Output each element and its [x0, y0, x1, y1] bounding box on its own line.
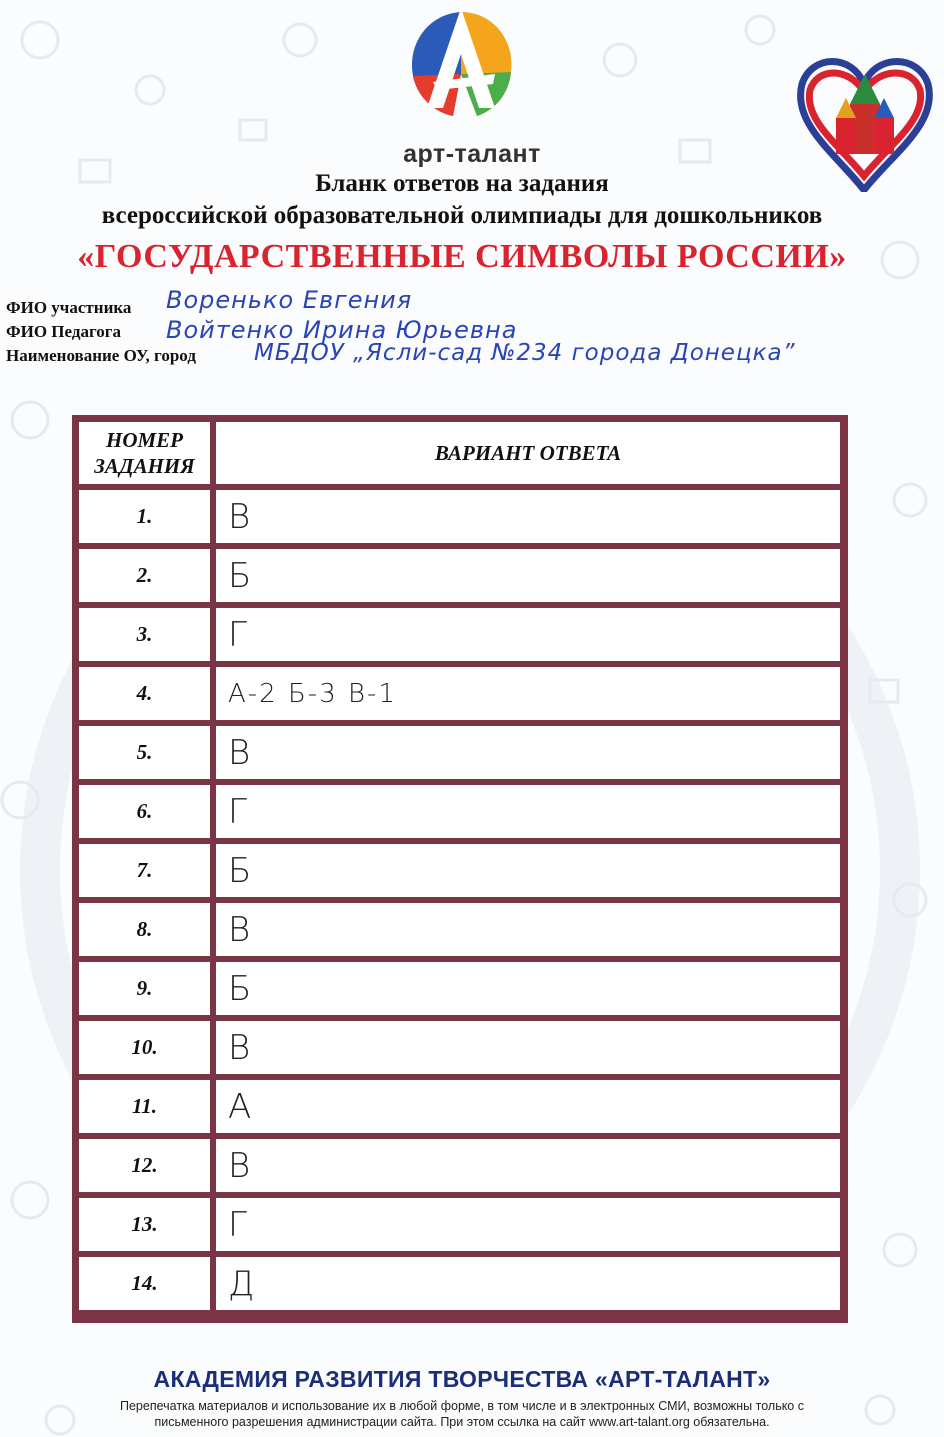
answer-cell: А	[216, 1080, 840, 1133]
answer-cell: В	[216, 726, 840, 779]
answer-cell: А-2 Б-3 В-1	[216, 667, 840, 720]
task-number: 3.	[79, 608, 210, 661]
number-column-header: НОМЕР ЗАДАНИЯ	[79, 422, 210, 484]
answer-cell: В	[216, 1139, 840, 1192]
task-number: 4.	[79, 667, 210, 720]
answer-cell: В	[216, 490, 840, 543]
form-title-line1: Бланк ответов на задания	[315, 170, 609, 197]
answer-cell: Г	[216, 785, 840, 838]
task-number: 7.	[79, 844, 210, 897]
task-number: 6.	[79, 785, 210, 838]
answer-cell: В	[216, 903, 840, 956]
task-number: 11.	[79, 1080, 210, 1133]
answer-cell: Б	[216, 962, 840, 1015]
answer-cell: Г	[216, 1198, 840, 1251]
task-number: 1.	[79, 490, 210, 543]
answer-table	[72, 415, 848, 1323]
participant-value: Воренько Евгения	[166, 286, 413, 314]
academy-name: АКАДЕМИЯ РАЗВИТИЯ ТВОРЧЕСТВА «АРТ-ТАЛАНТ»	[153, 1366, 771, 1392]
brand-name: арт-талант	[403, 140, 541, 168]
task-number: 2.	[79, 549, 210, 602]
task-number: 5.	[79, 726, 210, 779]
task-number: 12.	[79, 1139, 210, 1192]
olympiad-title: «ГОСУДАРСТВЕННЫЕ СИМВОЛЫ РОССИИ»	[77, 238, 847, 275]
task-number: 10.	[79, 1021, 210, 1074]
institution-value: МБДОУ „Ясли-сад №234 города Донецка”	[254, 340, 796, 366]
answer-cell: В	[216, 1021, 840, 1074]
teacher-label: ФИО Педагога	[6, 322, 121, 341]
answer-cell: Б	[216, 844, 840, 897]
copyright-notice: Перепечатка материалов и использование их в любой форме, в том числе и в электронных СМИ, возможны только с письменного разрешения администрации сайта. При этом ссылка на сайт www.art-talant.org обязательна.	[119, 1399, 804, 1429]
art-talant-logo-icon	[403, 4, 519, 124]
task-number: 13.	[79, 1198, 210, 1251]
task-number: 8.	[79, 903, 210, 956]
institution-label: Наименование ОУ, город	[6, 346, 196, 365]
teacher-value: Войтенко Ирина Юрьевна	[166, 316, 518, 344]
task-number: 14.	[79, 1257, 210, 1310]
answer-cell: Б	[216, 549, 840, 602]
answer-column-header: ВАРИАНТ ОТВЕТА	[216, 422, 840, 484]
task-number: 9.	[79, 962, 210, 1015]
answer-cell: Г	[216, 608, 840, 661]
participant-label: ФИО участника	[6, 298, 132, 317]
form-title-line2: всероссийской образовательной олимпиады для дошкольников	[101, 202, 823, 229]
answer-cell: Д	[216, 1257, 840, 1310]
